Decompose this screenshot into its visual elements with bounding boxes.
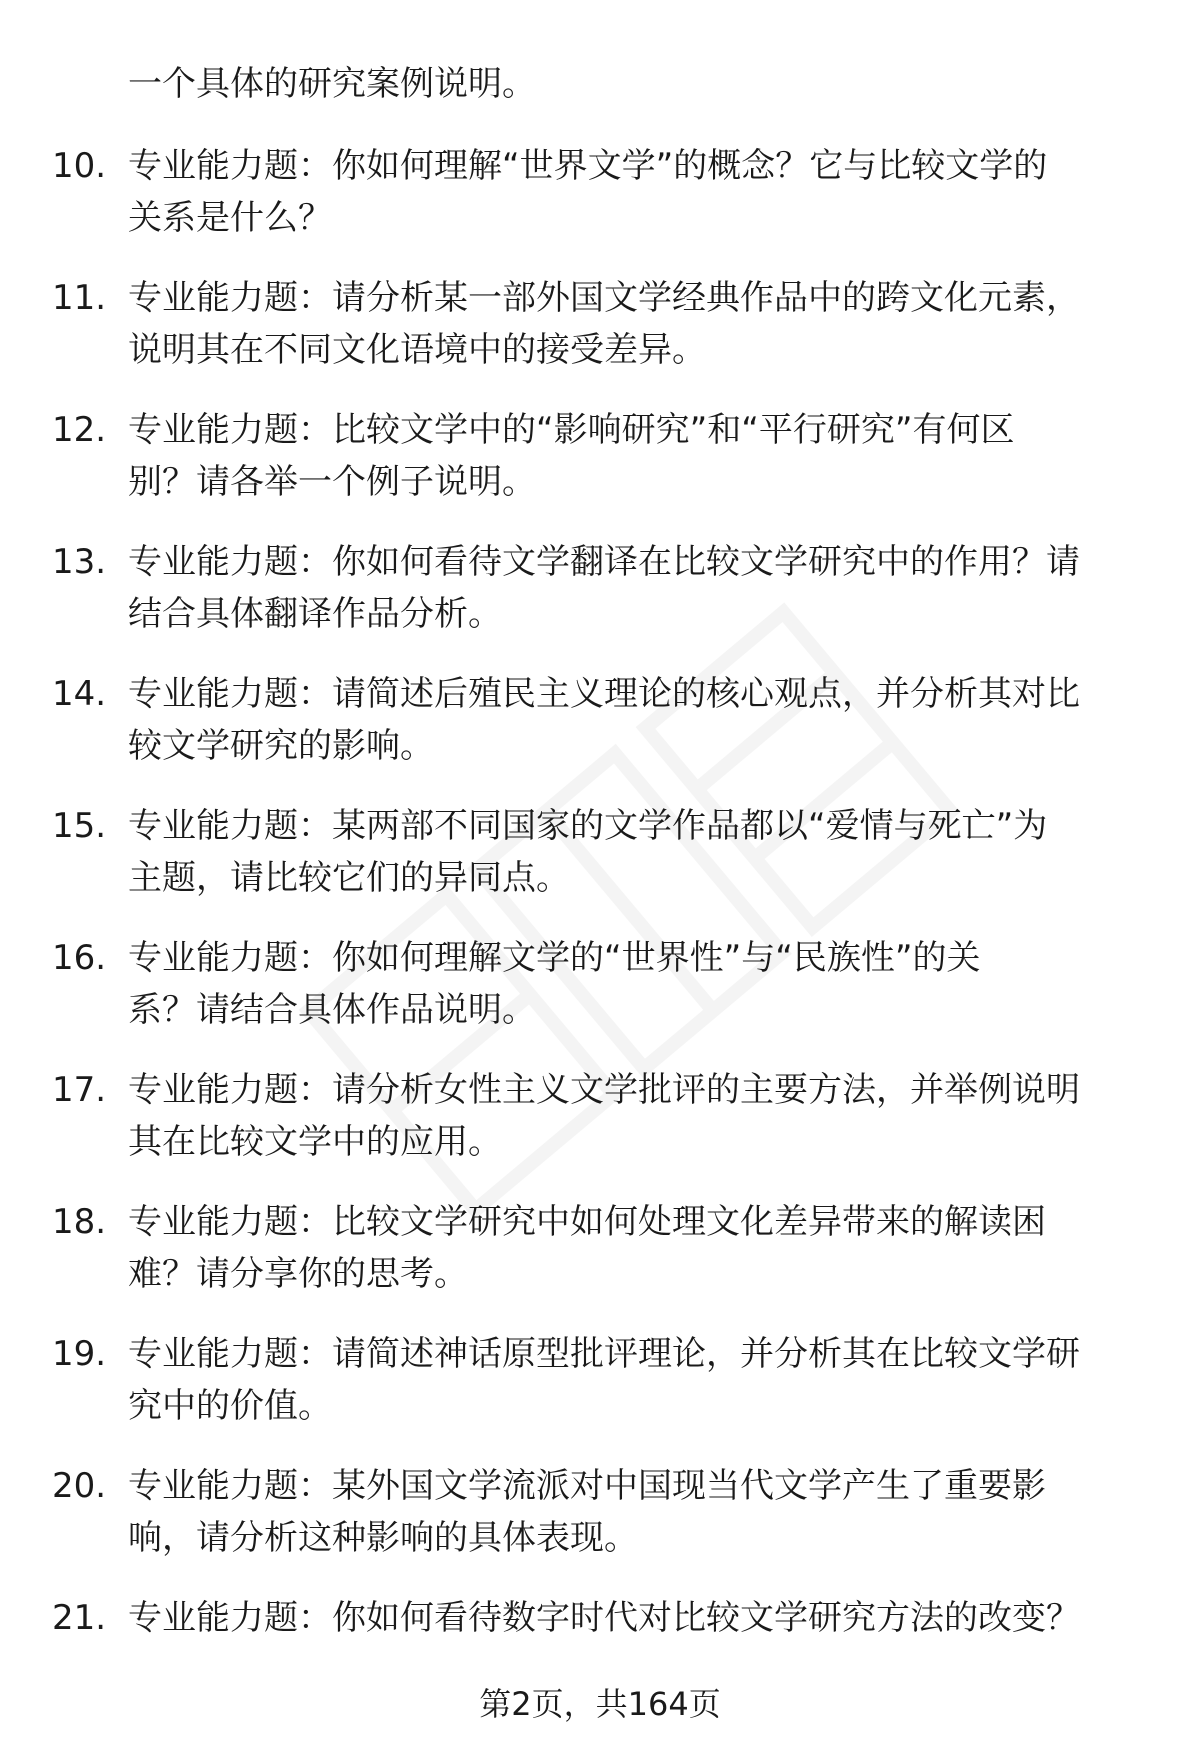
- question-line: 专业能力题：你如何理解“世界文学”的概念？它与比较文学的: [128, 146, 1048, 186]
- question-number: 18.: [52, 1202, 107, 1242]
- question-item: [0, 1460, 1200, 1592]
- question-line: 说明其在不同文化语境中的接受差异。: [128, 330, 706, 370]
- question-text: [128, 1328, 1138, 1432]
- question-line: 专业能力题：某外国文学流派对中国现当代文学产生了重要影: [128, 1466, 1046, 1506]
- question-line: 其在比较文学中的应用。: [128, 1122, 502, 1162]
- page-footer: 第2页，共164页: [479, 1685, 721, 1723]
- question-line: 专业能力题：比较文学中的“影响研究”和“平行研究”有何区: [128, 410, 1015, 450]
- question-list: [0, 140, 1200, 1724]
- question-text: [128, 536, 1138, 640]
- question-item: [0, 932, 1200, 1064]
- question-line: 专业能力题：请简述神话原型批评理论，并分析其在比较文学研: [128, 1334, 1080, 1374]
- question-text: [128, 404, 1138, 508]
- question-number: 15.: [52, 806, 107, 846]
- question-line: 关系是什么？: [128, 198, 332, 238]
- question-number: 12.: [52, 410, 107, 450]
- question-line: 专业能力题：你如何理解文学的“世界性”与“民族性”的关: [128, 938, 981, 978]
- question-text: [128, 1460, 1138, 1564]
- question-number: 11.: [52, 278, 107, 318]
- question-text: [128, 1064, 1138, 1168]
- question-line: 主题，请比较它们的异同点。: [128, 858, 570, 898]
- question-line: 系？请结合具体作品说明。: [128, 990, 536, 1030]
- question-line: 响，请分析这种影响的具体表现。: [128, 1518, 638, 1558]
- question-text: [128, 932, 1138, 1036]
- question-item: [0, 1196, 1200, 1328]
- question-number: 16.: [52, 938, 107, 978]
- question-text: [128, 272, 1138, 376]
- question-item: [0, 1328, 1200, 1460]
- question-item: [0, 140, 1200, 272]
- question-line: 专业能力题：你如何看待数字时代对比较文学研究方法的改变？: [128, 1598, 1080, 1638]
- question-line: 专业能力题：请分析某一部外国文学经典作品中的跨文化元素，: [128, 278, 1080, 318]
- question-number: 20.: [52, 1466, 107, 1506]
- question-number: 19.: [52, 1334, 107, 1374]
- question-line: 较文学研究的影响。: [128, 726, 434, 766]
- question-line: 专业能力题：比较文学研究中如何处理文化差异带来的解读困: [128, 1202, 1046, 1242]
- question-item: [0, 272, 1200, 404]
- question-text: [128, 1196, 1138, 1300]
- question-line: 专业能力题：某两部不同国家的文学作品都以“爱情与死亡”为: [128, 806, 1048, 846]
- question-number: 10.: [52, 146, 107, 186]
- question-item: [0, 536, 1200, 668]
- question-text: [128, 140, 1138, 244]
- question-line: 专业能力题：你如何看待文学翻译在比较文学研究中的作用？请: [128, 542, 1080, 582]
- question-item: [0, 1064, 1200, 1196]
- question-line: 究中的价值。: [128, 1386, 332, 1426]
- question-line: 难？请分享你的思考。: [128, 1254, 468, 1294]
- question-item: [0, 404, 1200, 536]
- question-line: 别？请各举一个例子说明。: [128, 462, 536, 502]
- question-number: 13.: [52, 542, 107, 582]
- question-item: [0, 668, 1200, 800]
- question-line: 结合具体翻译作品分析。: [128, 594, 502, 634]
- question-text: [128, 1592, 1138, 1644]
- continued-question-text: 一个具体的研究案例说明。: [128, 64, 536, 104]
- question-text: [128, 800, 1138, 904]
- question-text: [128, 668, 1138, 772]
- question-number: 17.: [52, 1070, 107, 1110]
- question-number: 21.: [52, 1598, 107, 1638]
- question-line: 专业能力题：请分析女性主义文学批评的主要方法，并举例说明: [128, 1070, 1080, 1110]
- question-line: 专业能力题：请简述后殖民主义理论的核心观点，并分析其对比: [128, 674, 1080, 714]
- question-number: 14.: [52, 674, 107, 714]
- question-item: [0, 800, 1200, 932]
